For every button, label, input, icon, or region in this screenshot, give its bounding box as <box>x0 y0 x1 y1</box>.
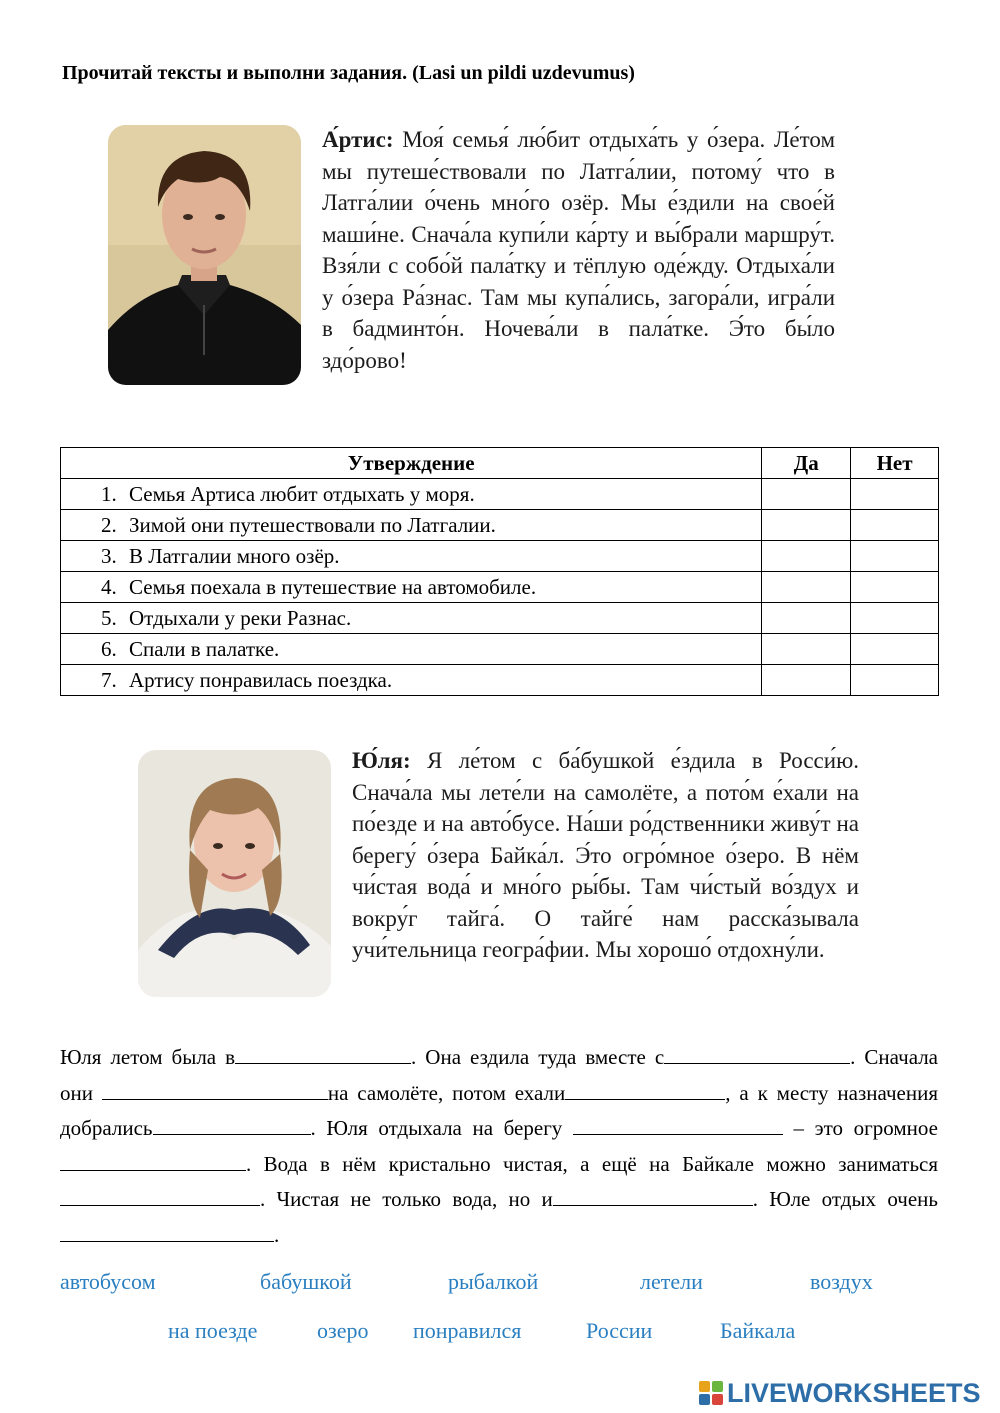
fill-text: . Чистая не только вода, но и <box>260 1187 553 1211</box>
table-row <box>61 572 939 603</box>
fill-text: . <box>274 1222 280 1247</box>
no-cell[interactable] <box>851 603 939 634</box>
word-bank-item[interactable]: понравился <box>413 1318 522 1343</box>
fill-text: Юля летом была в <box>60 1045 236 1069</box>
table-row <box>61 479 939 510</box>
blank-1[interactable] <box>235 1045 411 1064</box>
row-statement: Отдыхали у реки Разнас. <box>129 605 352 630</box>
no-cell[interactable] <box>851 510 939 541</box>
row-statement: Зимой они путешествовали по Латгалии. <box>129 512 496 537</box>
row-statement: Семья Артиса любит отдыхать у моря. <box>129 481 475 506</box>
blank-3[interactable] <box>102 1081 328 1100</box>
blank-6[interactable] <box>573 1116 783 1135</box>
blank-10[interactable] <box>60 1223 274 1242</box>
row-statement: Артису понравилась поездка. <box>129 667 393 692</box>
logo-text: LIVEWORKSHEETS <box>727 1377 981 1408</box>
no-cell[interactable] <box>851 634 939 665</box>
fill-text: . Вода в нём кристально чистая, а ещё на Байкале можно заниматься <box>246 1151 938 1176</box>
fill-text: на самолёте, потом ехали <box>327 1080 566 1105</box>
yulia-name: Ю́ля: <box>352 748 411 773</box>
no-cell[interactable] <box>851 665 939 696</box>
row-number: 4. <box>101 574 117 599</box>
row-number: 5. <box>101 605 117 630</box>
word-bank-item[interactable]: на поезде <box>168 1318 258 1343</box>
logo-icon <box>698 1380 724 1406</box>
word-bank-item[interactable]: рыбалкой <box>448 1269 539 1294</box>
row-statement: Спали в палатке. <box>129 636 280 661</box>
worksheet-title: Прочитай тексты и выполни задания. (Lasi un pildi uzdevumus) <box>62 62 635 84</box>
yulia-photo <box>138 750 331 997</box>
yes-cell[interactable] <box>762 634 851 665</box>
fill-text: . Она ездила туда вместе с <box>411 1045 665 1069</box>
word-bank-item[interactable]: автобусом <box>60 1269 156 1294</box>
statements-table <box>60 447 939 696</box>
word-bank-item[interactable]: воздух <box>810 1269 873 1294</box>
table-row <box>61 603 939 634</box>
table-row <box>61 665 939 696</box>
artis-photo <box>108 125 301 385</box>
row-number: 2. <box>101 512 117 537</box>
blank-2[interactable] <box>664 1045 850 1064</box>
yulia-story: Я ле́том с ба́бушкой е́здила в Росси́ю. Снача́ла мы лете́ли на самолёте, а пото́м е́хали на по́езде и на авто́бусе. На́ши ро́дственники живу́т на берегу́ о́зера Байка́л. Э́то огро́мное о́зеро. В нём чи́стая вода́ и мно́го ры́бы. Там чи́стый во́здух и вокру́г тайга́. О тайге́ нам расска́зывала учи́тельница геогра́фии. Мы хорошо́ отдохну́ли. <box>352 748 859 962</box>
table-row <box>61 510 939 541</box>
fill-text: . Юле отдых очень <box>752 1187 938 1211</box>
row-statement: Семья поехала в путешествие на автомобиле. <box>129 574 537 599</box>
fill-text: , а к месту назначения добрались <box>60 1080 938 1140</box>
header-yes: Да <box>762 448 851 479</box>
fill-text: – это огромное <box>782 1116 938 1140</box>
blank-7[interactable] <box>60 1152 246 1171</box>
row-number: 3. <box>101 543 117 568</box>
word-bank-item[interactable]: Байкала <box>720 1318 796 1343</box>
row-statement: В Латгалии много озёр. <box>129 543 340 568</box>
yes-cell[interactable] <box>762 541 851 572</box>
yes-cell[interactable] <box>762 479 851 510</box>
word-bank-item[interactable]: бабушкой <box>260 1269 352 1294</box>
yes-cell[interactable] <box>762 603 851 634</box>
header-no: Нет <box>851 448 939 479</box>
blank-5[interactable] <box>153 1116 311 1135</box>
yes-cell[interactable] <box>762 510 851 541</box>
yes-cell[interactable] <box>762 572 851 603</box>
header-statement: Утверждение <box>61 448 762 479</box>
table-row <box>61 634 939 665</box>
artis-name: А́ртис: <box>322 127 394 152</box>
table-header-row <box>61 448 939 479</box>
blank-9[interactable] <box>553 1187 753 1206</box>
no-cell[interactable] <box>851 479 939 510</box>
artis-story: Моя́ семья́ лю́бит отдыха́ть у о́зера. Ле́том мы путеше́ствовали по Латга́лии, потому́ что в Латга́лии о́чень мно́го озёр. Мы е́здили на свое́й маши́не. Снача́ла купи́ли ка́рту и вы́брали маршру́т. Взя́ли с собо́й пала́тку и тёплую оде́жду. Отдыха́ли у о́зера Ра́знас. Там мы купа́лись, загора́ли, игра́ли в бадминто́н. Ночева́ли в пала́тке. Э́то бы́ло здо́рово! <box>322 127 835 373</box>
fill-text: . Сначала они <box>60 1045 938 1105</box>
artis-text <box>322 124 835 376</box>
liveworksheets-logo <box>698 1378 981 1408</box>
fill-in-text <box>60 1040 938 1253</box>
table-row <box>61 541 939 572</box>
row-number: 1. <box>101 481 117 506</box>
row-number: 6. <box>101 636 117 661</box>
blank-8[interactable] <box>60 1187 260 1206</box>
word-bank-item[interactable]: летели <box>640 1269 703 1294</box>
blank-4[interactable] <box>565 1081 725 1100</box>
fill-text: . Юля отдыхала на берегу <box>310 1116 573 1140</box>
word-bank-item[interactable]: озеро <box>317 1318 369 1343</box>
no-cell[interactable] <box>851 572 939 603</box>
no-cell[interactable] <box>851 541 939 572</box>
word-bank-item[interactable]: России <box>586 1318 653 1343</box>
yes-cell[interactable] <box>762 665 851 696</box>
row-number: 7. <box>101 667 117 692</box>
yulia-text <box>352 745 859 966</box>
